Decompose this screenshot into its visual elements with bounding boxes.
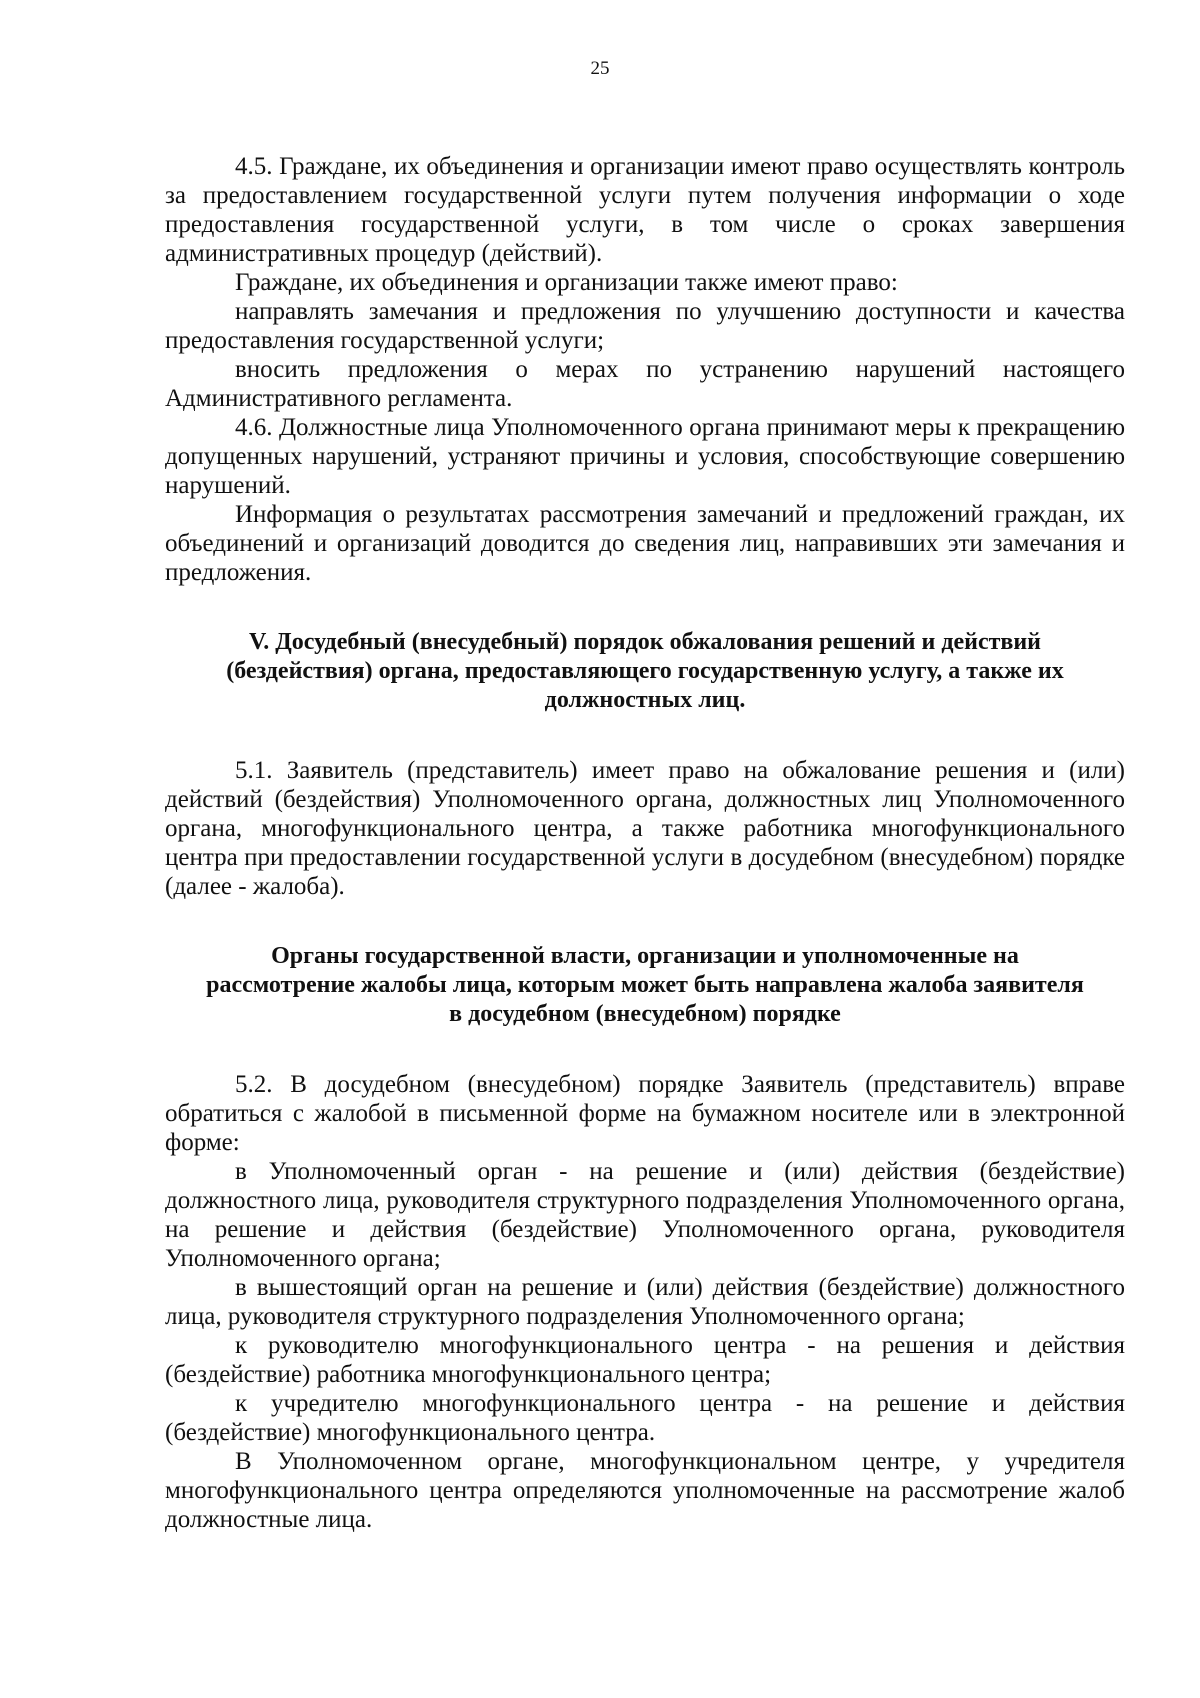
paragraph-higher-body: в вышестоящий орган на решение и (или) действия (бездействие) должностного лица, руководителя структурного подразделения Уполномоченного органа; bbox=[165, 1274, 1125, 1330]
paragraph-4-6: 4.6. Должностные лица Уполномоченного органа принимают меры к прекращению допущенных нарушений, устраняют причины и условия, способствующие совершению нарушений. bbox=[165, 414, 1125, 499]
paragraph-mfc-head: к руководителю многофункционального центра - на решения и действия (бездействие) работника многофункционального центра; bbox=[165, 1332, 1125, 1388]
paragraph-5-2: 5.2. В досудебном (внесудебном) порядке Заявитель (представитель) вправе обратиться с жалобой в письменной форме на бумажном носителе или в электронной форме: bbox=[165, 1071, 1125, 1156]
paragraph-mfc-founder: к учредителю многофункционального центра - на решение и действия (бездействие) многофункционального центра. bbox=[165, 1390, 1125, 1446]
document-body bbox=[165, 152, 1125, 1534]
paragraph-information-results: Информация о результатах рассмотрения замечаний и предложений граждан, их объединений и организаций доводится до сведения лиц, направивших эти замечания и предложения. bbox=[165, 501, 1125, 586]
paragraph-authorized-officials: В Уполномоченном органе, многофункциональном центре, у учредителя многофункционального центра определяются уполномоченные на рассмотрение жалоб должностные лица. bbox=[165, 1448, 1125, 1533]
paragraph-send-remarks: направлять замечания и предложения по улучшению доступности и качества предоставления государственной услуги; bbox=[165, 298, 1125, 354]
paragraph-authorized-body: в Уполномоченный орган - на решение и (или) действия (бездействие) должностного лица, руководителя структурного подразделения Уполномоченного органа, на решение и действия (бездействие) Уполномоченного органа, руководителя Уполномоченного органа; bbox=[165, 1158, 1125, 1272]
paragraph-citizens-rights: Граждане, их объединения и организации также имеют право: bbox=[235, 269, 898, 296]
paragraph-submit-proposals: вносить предложения о мерах по устранению нарушений настоящего Административного регламента. bbox=[165, 356, 1125, 412]
subsection-authorities-heading: Органы государственной власти, организации и уполномоченные на рассмотрение жалобы лица, которым может быть направлена жалоба заявителя в досудебном (внесудебном) порядке bbox=[206, 943, 1084, 1027]
page-number: 25 bbox=[590, 58, 610, 79]
section-v-heading: V. Досудебный (внесудебный) порядок обжалования решений и действий (бездействия) органа, предоставляющего государственную услугу, а также их должностных лиц. bbox=[226, 629, 1064, 713]
paragraph-5-1: 5.1. Заявитель (представитель) имеет право на обжалование решения и (или) действий (бездействия) Уполномоченного органа, должностных лиц Уполномоченного органа, многофункционального центра, а также работника многофункционального центра при предоставлении государственной услуги в досудебном (внесудебном) порядке (далее - жалоба). bbox=[165, 757, 1125, 900]
paragraph-4-5: 4.5. Граждане, их объединения и организации имеют право осуществлять контроль за предоставлением государственной услуги путем получения информации о ходе предоставления государственной услуги, в том числе о сроках завершения административных процедур (действий). bbox=[165, 153, 1125, 267]
